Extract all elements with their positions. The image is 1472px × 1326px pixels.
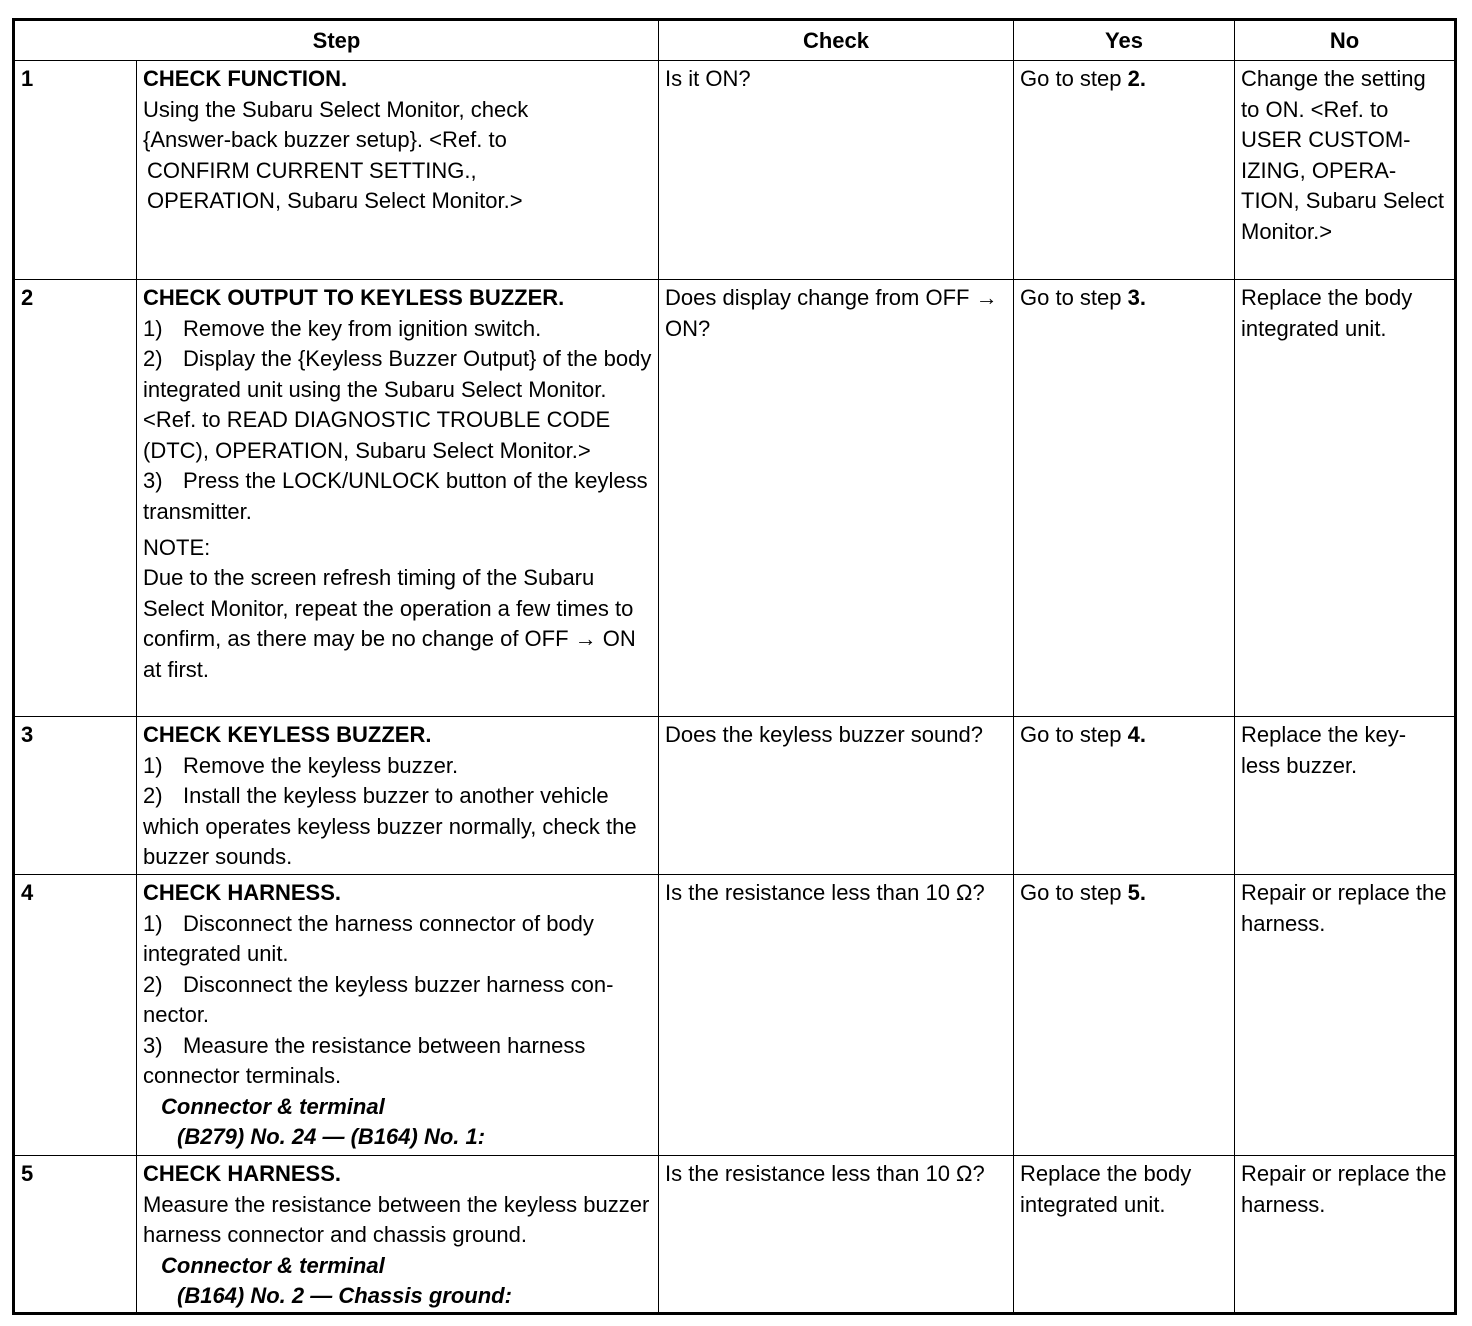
yes-step-number: 3. xyxy=(1127,285,1146,310)
step-cell xyxy=(137,875,659,1156)
yes-text: Go to step xyxy=(1020,66,1122,91)
header-no: No xyxy=(1235,20,1456,61)
yes-step-number: 5. xyxy=(1127,880,1146,905)
step-number: 4 xyxy=(14,875,137,1156)
table-row xyxy=(14,61,1456,280)
table-row xyxy=(14,875,1456,1156)
substep-number: 2) xyxy=(143,971,163,997)
header-row xyxy=(14,20,1456,61)
header-yes: Yes xyxy=(1014,20,1235,61)
step-cell xyxy=(137,280,659,717)
no-cell: Replace the key- less buzzer. xyxy=(1235,717,1456,875)
check-cell: Is the resistance less than 10 Ω? xyxy=(659,1156,1014,1314)
substep xyxy=(143,466,653,527)
substep-text: Install the keyless buzzer to another vehicle which operates keyless buzzer normally, check the buzzer sounds. xyxy=(143,783,637,869)
substep xyxy=(143,751,653,782)
yes-cell xyxy=(1014,280,1235,717)
step-text-line: OPERATION, Subaru Select Monitor.> xyxy=(147,188,523,213)
diagnostic-table xyxy=(12,18,1457,1315)
yes-text: Go to step xyxy=(1020,722,1122,747)
substep-text: Press the LOCK/UNLOCK button of the keyless transmitter. xyxy=(143,468,648,524)
step-title: CHECK OUTPUT TO KEYLESS BUZZER. xyxy=(143,285,565,310)
yes-cell: Replace the body integrated unit. xyxy=(1014,1156,1235,1314)
yes-text: Go to step xyxy=(1020,285,1122,310)
yes-cell xyxy=(1014,875,1235,1156)
substep xyxy=(143,781,653,873)
yes-cell xyxy=(1014,61,1235,280)
step-cell xyxy=(137,61,659,280)
substep-number: 1) xyxy=(143,315,163,341)
no-cell: Change the setting to ON. <Ref. to USER CUSTOM- IZING, OPERA- TION, Subaru Select Monitor.> xyxy=(1235,61,1456,280)
substep xyxy=(143,1031,653,1092)
substep-number: 3) xyxy=(143,1032,163,1058)
substep xyxy=(143,970,653,1031)
step-title: CHECK HARNESS. xyxy=(143,880,342,905)
step-text-line: CONFIRM CURRENT SETTING., xyxy=(147,157,477,183)
substep-number: 1) xyxy=(143,910,163,936)
substep xyxy=(143,314,653,345)
yes-step-number: 2. xyxy=(1127,66,1146,91)
yes-cell xyxy=(1014,717,1235,875)
substep-text: Disconnect the keyless buzzer harness con- nector. xyxy=(143,971,614,1027)
step-number: 1 xyxy=(14,61,137,280)
step-number: 3 xyxy=(14,717,137,875)
substep-number: 2) xyxy=(143,346,163,371)
yes-step-number: 4. xyxy=(1127,722,1146,747)
yes-text: Go to step xyxy=(1020,880,1122,905)
step-cell xyxy=(137,717,659,875)
step-title: CHECK HARNESS. xyxy=(143,1161,342,1186)
no-cell: Repair or replace the harness. xyxy=(1235,1156,1456,1314)
step-text-line: {Answer-back buzzer setup}. <Ref. to xyxy=(143,127,507,152)
step-text: Measure the resistance between the keyless buzzer harness connector and chassis ground. xyxy=(143,1191,650,1247)
table-row xyxy=(14,1156,1456,1314)
substep-text: Disconnect the harness connector of body integrated unit. xyxy=(143,910,594,966)
substep-number: 1) xyxy=(143,752,163,778)
step-title: CHECK KEYLESS BUZZER. xyxy=(143,722,432,747)
table-row xyxy=(14,717,1456,875)
step-title: CHECK FUNCTION. xyxy=(143,66,348,91)
no-cell: Replace the body integrated unit. xyxy=(1235,280,1456,717)
connector-value: (B279) No. 24 — (B164) No. 1: xyxy=(177,1124,486,1149)
no-cell: Repair or replace the harness. xyxy=(1235,875,1456,1156)
step-number: 5 xyxy=(14,1156,137,1314)
substep-number: 3) xyxy=(143,468,163,493)
substep-text: Display the {Keyless Buzzer Output} of the body integrated unit using the Subaru Select Monitor. <Ref. to READ DIAGNOSTIC TROUBLE CODE (DTC), OPERATION, Subaru Select Monitor.> xyxy=(143,346,652,463)
connector-value: (B164) No. 2 — Chassis ground: xyxy=(177,1283,512,1308)
connector-label: Connector & terminal xyxy=(161,1093,385,1119)
step-cell xyxy=(137,1156,659,1314)
note-label: NOTE: xyxy=(143,535,211,560)
step-text-line: Using the Subaru Select Monitor, check xyxy=(143,96,529,122)
header-check: Check xyxy=(659,20,1014,61)
substep xyxy=(143,909,653,970)
check-cell: Does display change from OFF → ON? xyxy=(659,280,1014,717)
substep-text: Measure the resistance between harness connector terminals. xyxy=(143,1032,586,1088)
substep-number: 2) xyxy=(143,783,163,808)
substep xyxy=(143,344,653,466)
table-row xyxy=(14,280,1456,717)
note-text: Due to the screen refresh timing of the Subaru Select Monitor, repeat the operation a few times to confirm, as there may be no change of OFF → ON at first. xyxy=(143,565,636,682)
header-step: Step xyxy=(14,20,659,61)
connector-label: Connector & terminal xyxy=(161,1252,385,1278)
check-cell: Does the keyless buzzer sound? xyxy=(659,717,1014,875)
substep-text: Remove the key from ignition switch. xyxy=(183,315,542,341)
substep-text: Remove the keyless buzzer. xyxy=(183,752,459,778)
check-cell: Is it ON? xyxy=(659,61,1014,280)
step-number: 2 xyxy=(14,280,137,717)
check-cell: Is the resistance less than 10 Ω? xyxy=(659,875,1014,1156)
